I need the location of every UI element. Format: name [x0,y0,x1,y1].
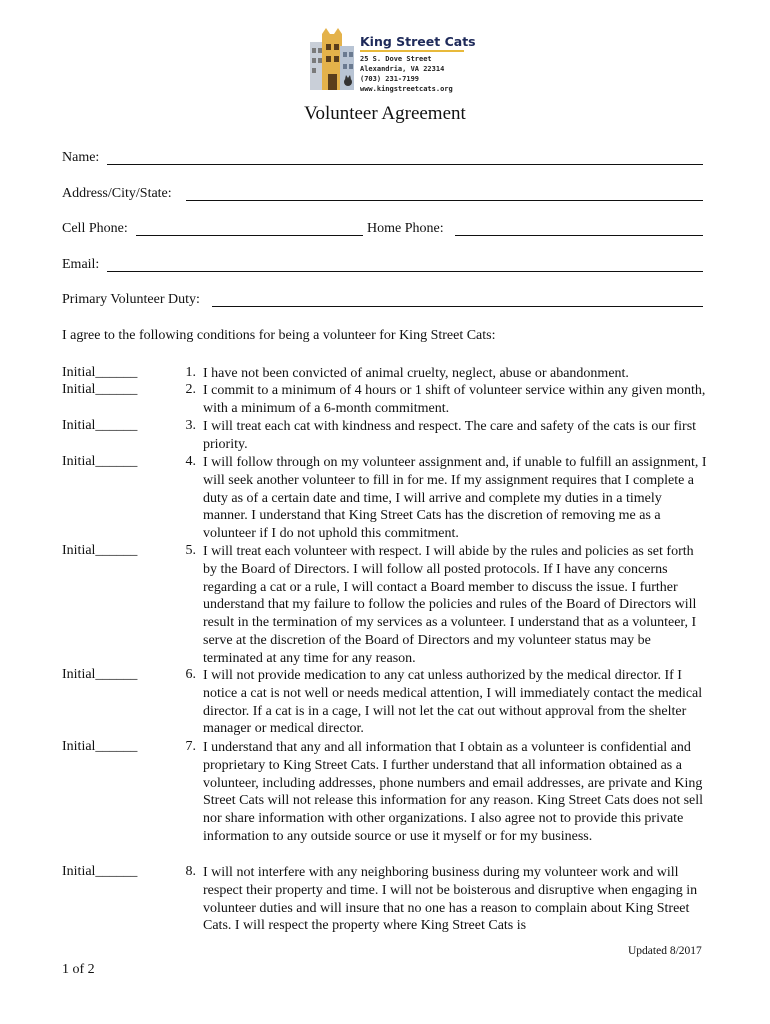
initial-field-4[interactable]: Initial______ [62,454,138,469]
condition-number-8: 8. [185,864,196,879]
organization-address-line1: 25 S. Dove Street [360,55,432,63]
organization-name: King Street Cats [360,34,476,49]
condition-number-5: 5. [185,543,196,558]
cat-building-logo-icon [308,28,356,94]
logo-divider [360,50,464,52]
condition-text-2: I commit to a minimum of 4 hours or 1 shift of volunteer service within any given month, with a minimum of a 6-month commitment. [203,383,706,416]
home-phone-field[interactable] [455,235,703,236]
page-number: 1 of 2 [62,962,95,977]
initial-field-5[interactable]: Initial______ [62,543,138,558]
condition-number-4: 4. [185,454,196,469]
name-field[interactable] [107,164,703,165]
email-field[interactable] [107,271,703,272]
updated-date: Updated 8/2017 [628,945,702,957]
page-title: Volunteer Agreement [304,103,466,124]
initial-field-7[interactable]: Initial______ [62,739,138,754]
condition-text-6: I will not provide medication to any cat unless authorized by the medical director. If I notice a cat is not well or needs medical attention, I will immediately contact the medical director. If a cat is in a cage, I will not let the cat out without approval from the shelter manager or medical director. [203,668,703,737]
initial-field-8[interactable]: Initial______ [62,864,138,879]
cell-phone-field[interactable] [136,235,363,236]
primary-duty-label: Primary Volunteer Duty: [62,292,200,307]
condition-text-7: I understand that any and all information that I obtain as a volunteer is confidential and proprietary to King Street Cats. I further understand that all information obtained as a volunteer, including addresses, phone numbers and email addresses, are private and King Street Cats will not release this information for any reason. King Street Cats does not sell nor share information with other organizations. I also agree not to provide this private information to any outside source or use it myself or for my business. [203,740,704,844]
condition-number-6: 6. [185,667,196,682]
condition-text-1: I have not been convicted of animal cruelty, neglect, abuse or abandonment. [203,366,629,381]
conditions-intro: I agree to the following conditions for being a volunteer for King Street Cats: [62,328,496,343]
condition-text-4: I will follow through on my volunteer assignment and, if unable to fulfill an assignment, I will seek another volunteer to fill in for me. If my assignment requires that I complete a duty as of a certain date and time, I will arrive and complete my duties in a timely manner. I understand that King Street Cats has the discretion of removing me as a volunteer if I do not uphold this commitment. [203,455,707,542]
name-label: Name: [62,150,100,165]
address-field[interactable] [186,200,703,201]
address-label: Address/City/State: [62,186,172,201]
condition-text-8: I will not interfere with any neighboring business during my volunteer work and will respect their property and time. I will not be boisterous and disruptive when engaging in volunteer duties and will insure that no one has a reason to complain about King Street Cats. I will respect the property where King Street Cats is [203,865,698,934]
home-phone-label: Home Phone: [367,221,444,236]
initial-field-3[interactable]: Initial______ [62,418,138,433]
condition-number-7: 7. [185,739,196,754]
organization-address-line2: Alexandria, VA 22314 [360,65,445,73]
condition-number-2: 2. [185,382,196,397]
organization-website: www.kingstreetcats.org [360,85,453,93]
initial-field-1[interactable]: Initial______ [62,365,138,380]
condition-number-3: 3. [185,418,196,433]
cell-phone-label: Cell Phone: [62,221,128,236]
email-label: Email: [62,257,100,272]
initial-field-6[interactable]: Initial______ [62,667,138,682]
primary-duty-field[interactable] [212,306,703,307]
organization-logo [308,28,476,96]
initial-field-2[interactable]: Initial______ [62,382,138,397]
condition-text-3: I will treat each cat with kindness and respect. The care and safety of the cats is our first priority. [203,419,697,452]
organization-phone: (703) 231-7199 [360,75,420,83]
condition-number-1: 1. [185,365,196,380]
condition-text-5: I will treat each volunteer with respect. I will abide by the rules and policies as set forth by the Board of Directors. I will follow all posted protocols. If I have any concerns regarding a cat or a rule, I will contact a Board member to discuss the issue. I further understand that my failure to follow the policies and rules of the Board of Directors will result in the termination of my services as a volunteer. I understand that as a volunteer, I serve at the discretion of the Board of Directors and my volunteer status may be terminated at any time for any reason. [203,544,697,666]
